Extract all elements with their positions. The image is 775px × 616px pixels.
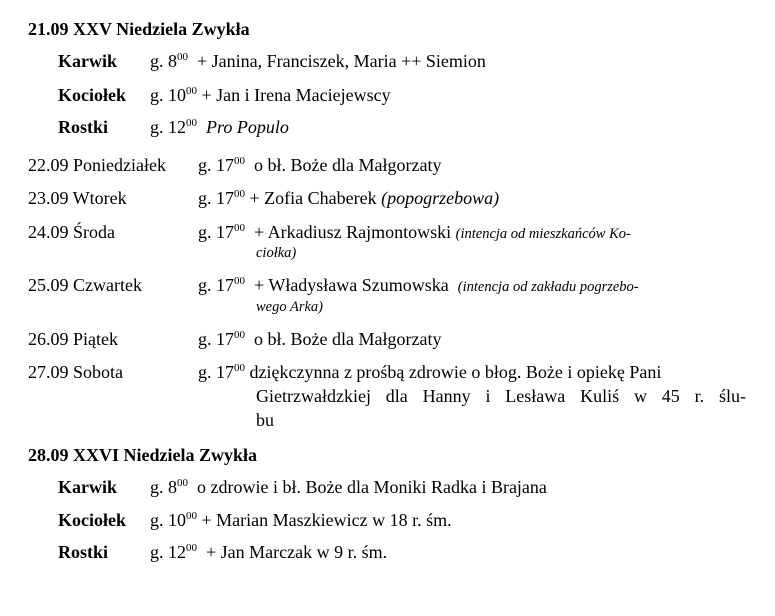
sunday-heading: 28.09 XXVI Niedziela Zwykła: [28, 445, 257, 465]
place-kociolek: Kociołek: [58, 510, 126, 530]
day-saturday: 27.09 Sobota: [28, 362, 124, 382]
intention-text: + Zofia Chaberek: [249, 188, 377, 208]
intention-text: + Arkadiusz Rajmontowski: [254, 222, 452, 242]
mass-time: g. $10^{00}$ + Jan i Irena Maciejewscy: [150, 85, 391, 105]
mass-time: g. $17^{00}$ dziękczynna z prośbą zdrowie o błog. Boże i opiekę Pani: [198, 362, 662, 382]
mass-time: g. $17^{00}$ + Arkadiusz Rajmontowski (intencja od mieszkańców Ko-: [198, 222, 631, 242]
mass-time: g. $17^{00}$ o bł. Boże dla Małgorzaty: [198, 155, 442, 175]
place-rostki: Rostki: [58, 542, 109, 562]
intention-note: (intencja od zakładu pogrzebo-: [457, 279, 639, 295]
place-kociolek: Kociołek: [58, 85, 126, 105]
intention-text: o bł. Boże dla Małgorzaty: [254, 329, 442, 349]
intention-text-continuation: bu: [256, 410, 274, 430]
mass-time: g. $12^{00}$ + Jan Marczak w 9 r. śm.: [150, 542, 388, 562]
intention-text: Pro Populo: [206, 117, 289, 137]
day-tuesday: 23.09 Wtorek: [28, 188, 127, 208]
place-karwik: Karwik: [58, 51, 118, 71]
intention-note: (popogrzebowa): [381, 188, 500, 208]
intention-text: + Janina, Franciszek, Maria ++ Siemion: [197, 51, 486, 71]
intention-text: o bł. Boże dla Małgorzaty: [254, 155, 442, 175]
day-wednesday: 24.09 Środa: [28, 222, 115, 242]
intention-text: + Jan i Irena Maciejewscy: [201, 85, 391, 105]
day-monday: 22.09 Poniedziałek: [28, 155, 166, 175]
mass-time: g. $8^{00}$ + Janina, Franciszek, Maria ++ Siemion: [150, 51, 486, 71]
intention-note-continuation: ciołka): [256, 245, 297, 261]
mass-time: g. $12^{00}$ Pro Populo: [150, 117, 289, 137]
place-rostki: Rostki: [58, 117, 109, 137]
mass-time: g. $17^{00}$ o bł. Boże dla Małgorzaty: [198, 329, 442, 349]
intention-note-continuation: wego Arka): [256, 299, 323, 315]
day-friday: 26.09 Piątek: [28, 329, 118, 349]
intention-text: + Marian Maszkiewicz w 18 r. śm.: [201, 510, 452, 530]
intention-note: (intencja od mieszkańców Ko-: [455, 226, 631, 242]
intention-text: + Jan Marczak w 9 r. śm.: [206, 542, 388, 562]
mass-time: g. $8^{00}$ o zdrowie i bł. Boże dla Moniki Radka i Brajana: [150, 477, 547, 497]
intention-text: dziękczynna z prośbą zdrowie o błog. Boże i opiekę Pani: [249, 362, 662, 382]
intention-text-continuation: Gietrzwałdzkiej dla Hanny i Lesława Kuliś w 45 r. ślu-: [256, 386, 746, 406]
day-thursday: 25.09 Czwartek: [28, 275, 142, 295]
place-karwik: Karwik: [58, 477, 118, 497]
intention-text: o zdrowie i bł. Boże dla Moniki Radka i Brajana: [197, 477, 547, 497]
mass-time: g. $17^{00}$ + Zofia Chaberek (popogrzebowa): [198, 188, 500, 208]
mass-time: g. $10^{00}$ + Marian Maszkiewicz w 18 r. śm.: [150, 510, 452, 530]
sunday-heading: 21.09 XXV Niedziela Zwykła: [28, 19, 250, 39]
mass-time: g. $17^{00}$ + Władysława Szumowska (intencja od zakładu pogrzebo-: [198, 275, 639, 295]
intention-text: + Władysława Szumowska: [254, 275, 449, 295]
